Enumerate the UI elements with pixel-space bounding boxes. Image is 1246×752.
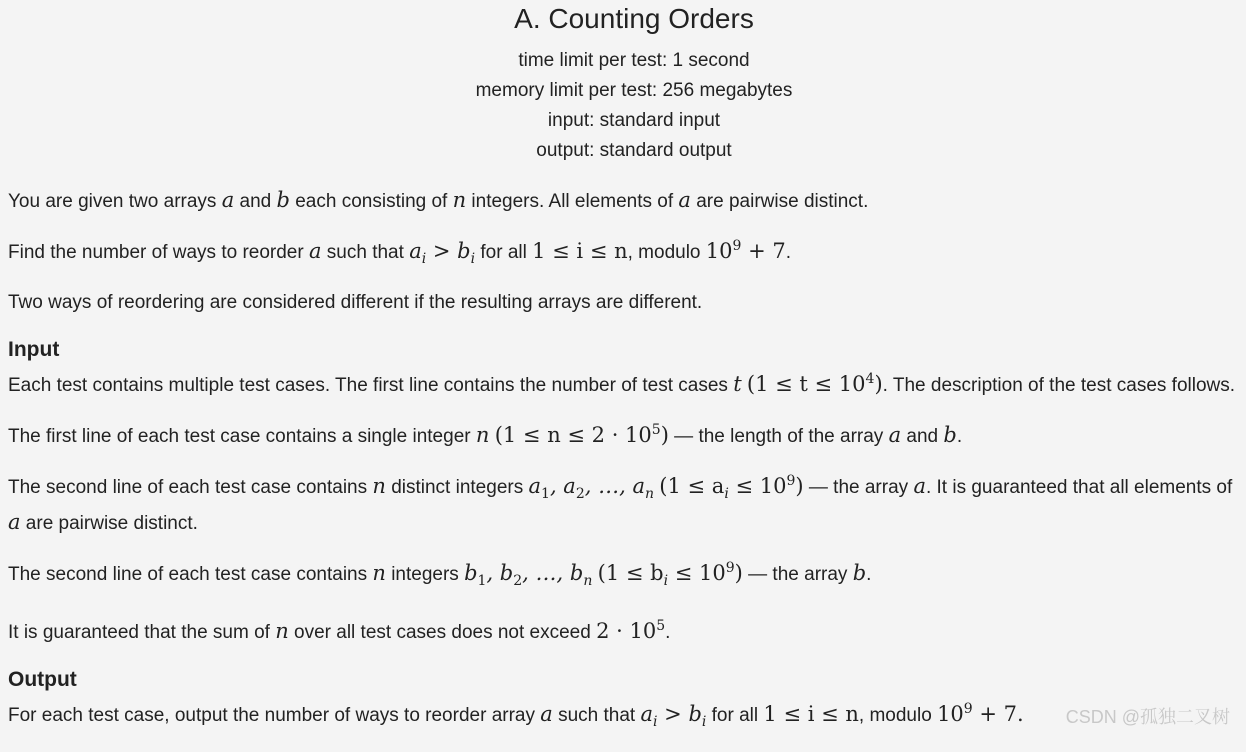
watermark: CSDN @孤独二叉树 — [1065, 707, 1230, 727]
problem-limits — [0, 46, 1246, 166]
statement-paragraph-2: Find the number of ways to reorder a such that $a_i > b_i$ for all 1 ≤ i ≤ n, modulo $10^9 + 7$. — [8, 238, 792, 268]
input-paragraph-2: The first line of each test case contains a single integer n $(1 \le n \le 2 \cdot 10^5)$ — the length of the array a and b. — [8, 422, 963, 448]
modulo-formula: $10^9 + 7$ — [705, 238, 786, 263]
input-spec: input: standard input — [547, 110, 721, 131]
input-paragraph-4: The second line of each test case contains n integers $b_1$, $b_2$, …, $b_n$ $(1 \le b_i \le 10^9)$ — the array b. — [8, 560, 872, 590]
memory-limit: memory limit per test: 256 megabytes — [475, 80, 793, 101]
inequality-formula: $a_i > b_i$ — [409, 239, 476, 268]
problem-header — [0, 0, 1246, 166]
input-section-title: Input — [8, 338, 60, 362]
problem-statement — [8, 186, 1244, 752]
statement-paragraph-1: You are given two arrays a and b each consisting of n integers. All elements of a are pairwise distinct. — [8, 188, 869, 212]
problem-title: A. Counting Orders — [514, 3, 754, 34]
statement-paragraph-3: Two ways of reordering are considered different if the resulting arrays are different. — [8, 292, 703, 314]
output-spec: output: standard output — [536, 140, 732, 161]
input-paragraph-5: It is guaranteed that the sum of n over all test cases does not exceed $2 \cdot 10^5$. — [8, 617, 671, 643]
output-paragraph-1: For each test case, output the number of ways to reorder array a such that $a_i > b_i$ for all 1 ≤ i ≤ n, modulo $10^9 + 7$. — [8, 700, 1024, 730]
time-limit: time limit per test: 1 second — [518, 50, 750, 71]
output-section-title: Output — [8, 667, 77, 691]
input-paragraph-1: Each test contains multiple test cases. The first line contains the number of test cases t $(1 \le t \le 10^4)$. The description of the test cases follows. — [8, 371, 1236, 397]
input-paragraph-3: The second line of each test case contains n distinct integers $a_1$, $a_2$, …, $a_n$ $(1 \le a_i \le 10^9)$ — the array a. It is guaranteed that all elements of a are pairwise distinct. — [8, 473, 1233, 535]
